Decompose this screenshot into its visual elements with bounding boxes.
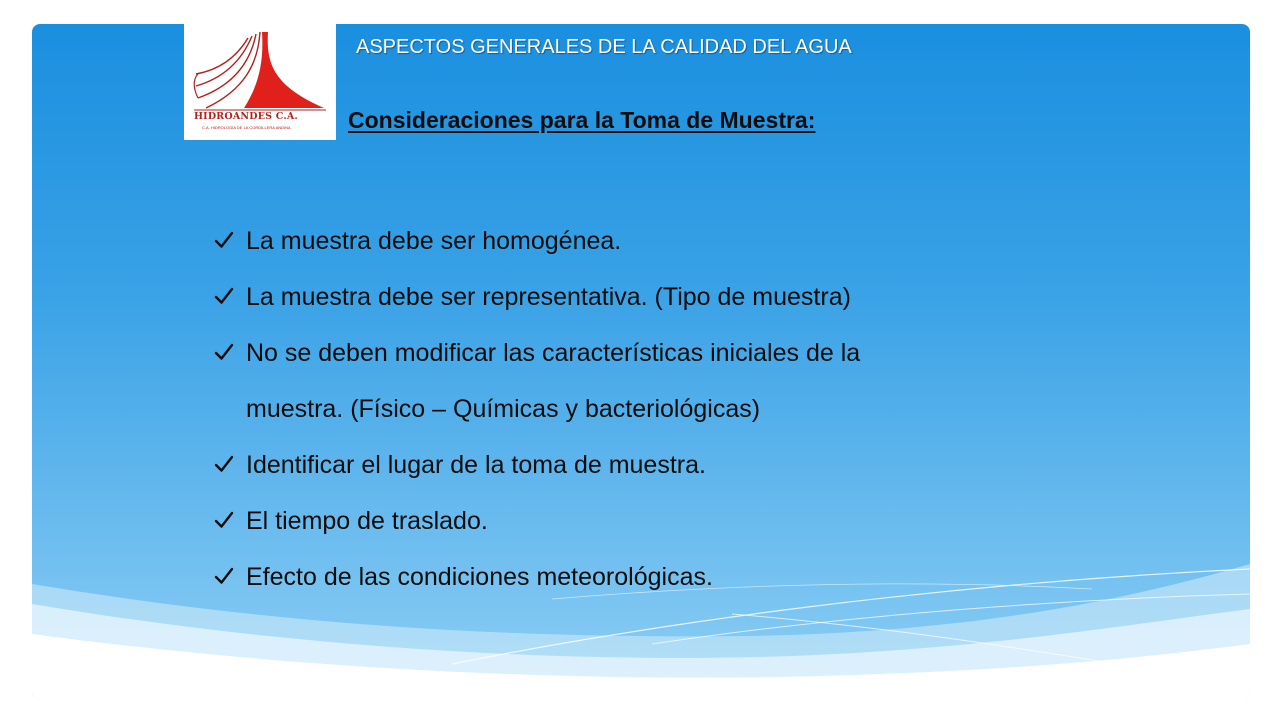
logo-mark-icon <box>184 24 336 140</box>
bullet-list <box>212 216 1032 608</box>
logo-name: HIDROANDES C.A. <box>194 111 298 122</box>
bullet-text: La muestra debe ser representativa. (Tipo de muestra) <box>246 283 851 311</box>
check-icon <box>214 230 234 250</box>
check-icon <box>214 510 234 530</box>
section-subtitle: Consideraciones para la Toma de Muestra: <box>348 107 816 133</box>
bullet-item <box>212 272 1032 322</box>
check-icon <box>214 342 234 362</box>
check-icon <box>214 286 234 306</box>
bullet-item <box>212 552 1032 602</box>
header-title: ASPECTOS GENERALES DE LA CALIDAD DEL AGUA <box>356 36 852 58</box>
check-icon <box>214 454 234 474</box>
bullet-text: Identificar el lugar de la toma de muestra. <box>246 451 706 479</box>
check-icon <box>214 566 234 586</box>
company-logo <box>184 24 336 140</box>
logo-tagline: C.A. HIDROLOGÍA DE LA CORDILLERA ANDINA <box>202 125 291 130</box>
bullet-item <box>212 216 1032 266</box>
bullet-item <box>212 440 1032 490</box>
bullet-text: No se deben modificar las características iniciales de la <box>246 339 861 367</box>
bullet-item <box>212 496 1032 546</box>
bullet-text: Efecto de las condiciones meteorológicas. <box>246 563 713 591</box>
bullet-item <box>212 328 1032 434</box>
bullet-text: La muestra debe ser homogénea. <box>246 227 622 255</box>
bullet-text: El tiempo de traslado. <box>246 507 488 535</box>
bullet-text-continued: muestra. (Físico – Químicas y bacteriológicas) <box>246 395 761 423</box>
